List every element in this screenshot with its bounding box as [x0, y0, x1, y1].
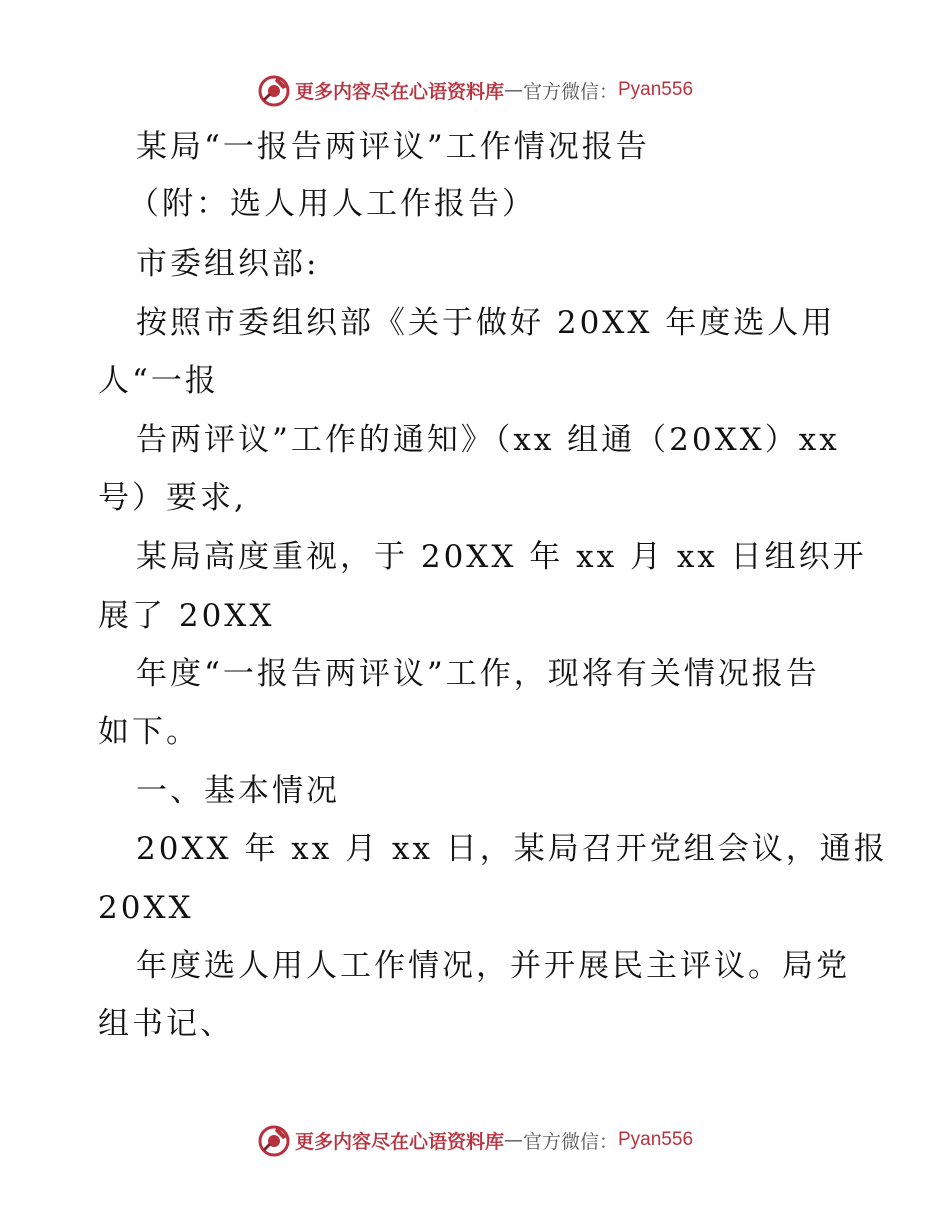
section-heading: 一、基本情况 — [136, 773, 340, 809]
text-line: 年度“一报告两评议”工作，现将有关情况报告 — [136, 656, 820, 692]
banner-site-text: 更多内容尽在心语资料库 — [294, 1130, 504, 1153]
text-line: 告两评议”工作的通知》（xx 组通（20XX）xx — [136, 422, 840, 458]
text-line: 20XX 年 xx 月 xx 日，某局召开党组会议，通报 — [136, 831, 888, 867]
banner-dash: — — [503, 79, 523, 101]
text-line: 号）要求, — [98, 480, 247, 516]
banner-dash: — — [503, 1129, 523, 1151]
text-line: 组书记、 — [98, 1006, 234, 1042]
banner-wechat-label: 官方微信： — [522, 80, 618, 103]
text-line: 某局高度重视，于 20XX 年 xx 月 xx 日组织开 — [136, 539, 867, 575]
document-title: 某局“一报告两评议”工作情况报告 — [136, 129, 650, 165]
banner-site-text: 更多内容尽在心语资料库 — [294, 80, 504, 103]
banner-wechat-label: 官方微信： — [522, 1130, 618, 1153]
text-line: 如下。 — [98, 714, 200, 750]
text-line: 按照市委组织部《关于做好 20XX 年度选人用 — [136, 305, 836, 341]
footer-watermark-banner — [0, 1120, 950, 1160]
banner-wechat-id: Pyan556 — [618, 1129, 694, 1150]
text-line: 20XX — [98, 890, 194, 926]
logo-icon — [257, 1123, 291, 1157]
salutation-line: 市委组织部: — [136, 246, 320, 282]
banner-wechat-id: Pyan556 — [618, 79, 694, 100]
text-line: 展了 20XX — [98, 598, 275, 634]
logo-icon — [257, 73, 291, 107]
text-line: 年度选人用人工作情况，并开展民主评议。局党 — [136, 948, 850, 984]
document-subtitle: （附：选人用人工作报告） — [128, 186, 536, 222]
text-line: 人“一报 — [98, 363, 219, 399]
header-watermark-banner — [0, 70, 950, 110]
